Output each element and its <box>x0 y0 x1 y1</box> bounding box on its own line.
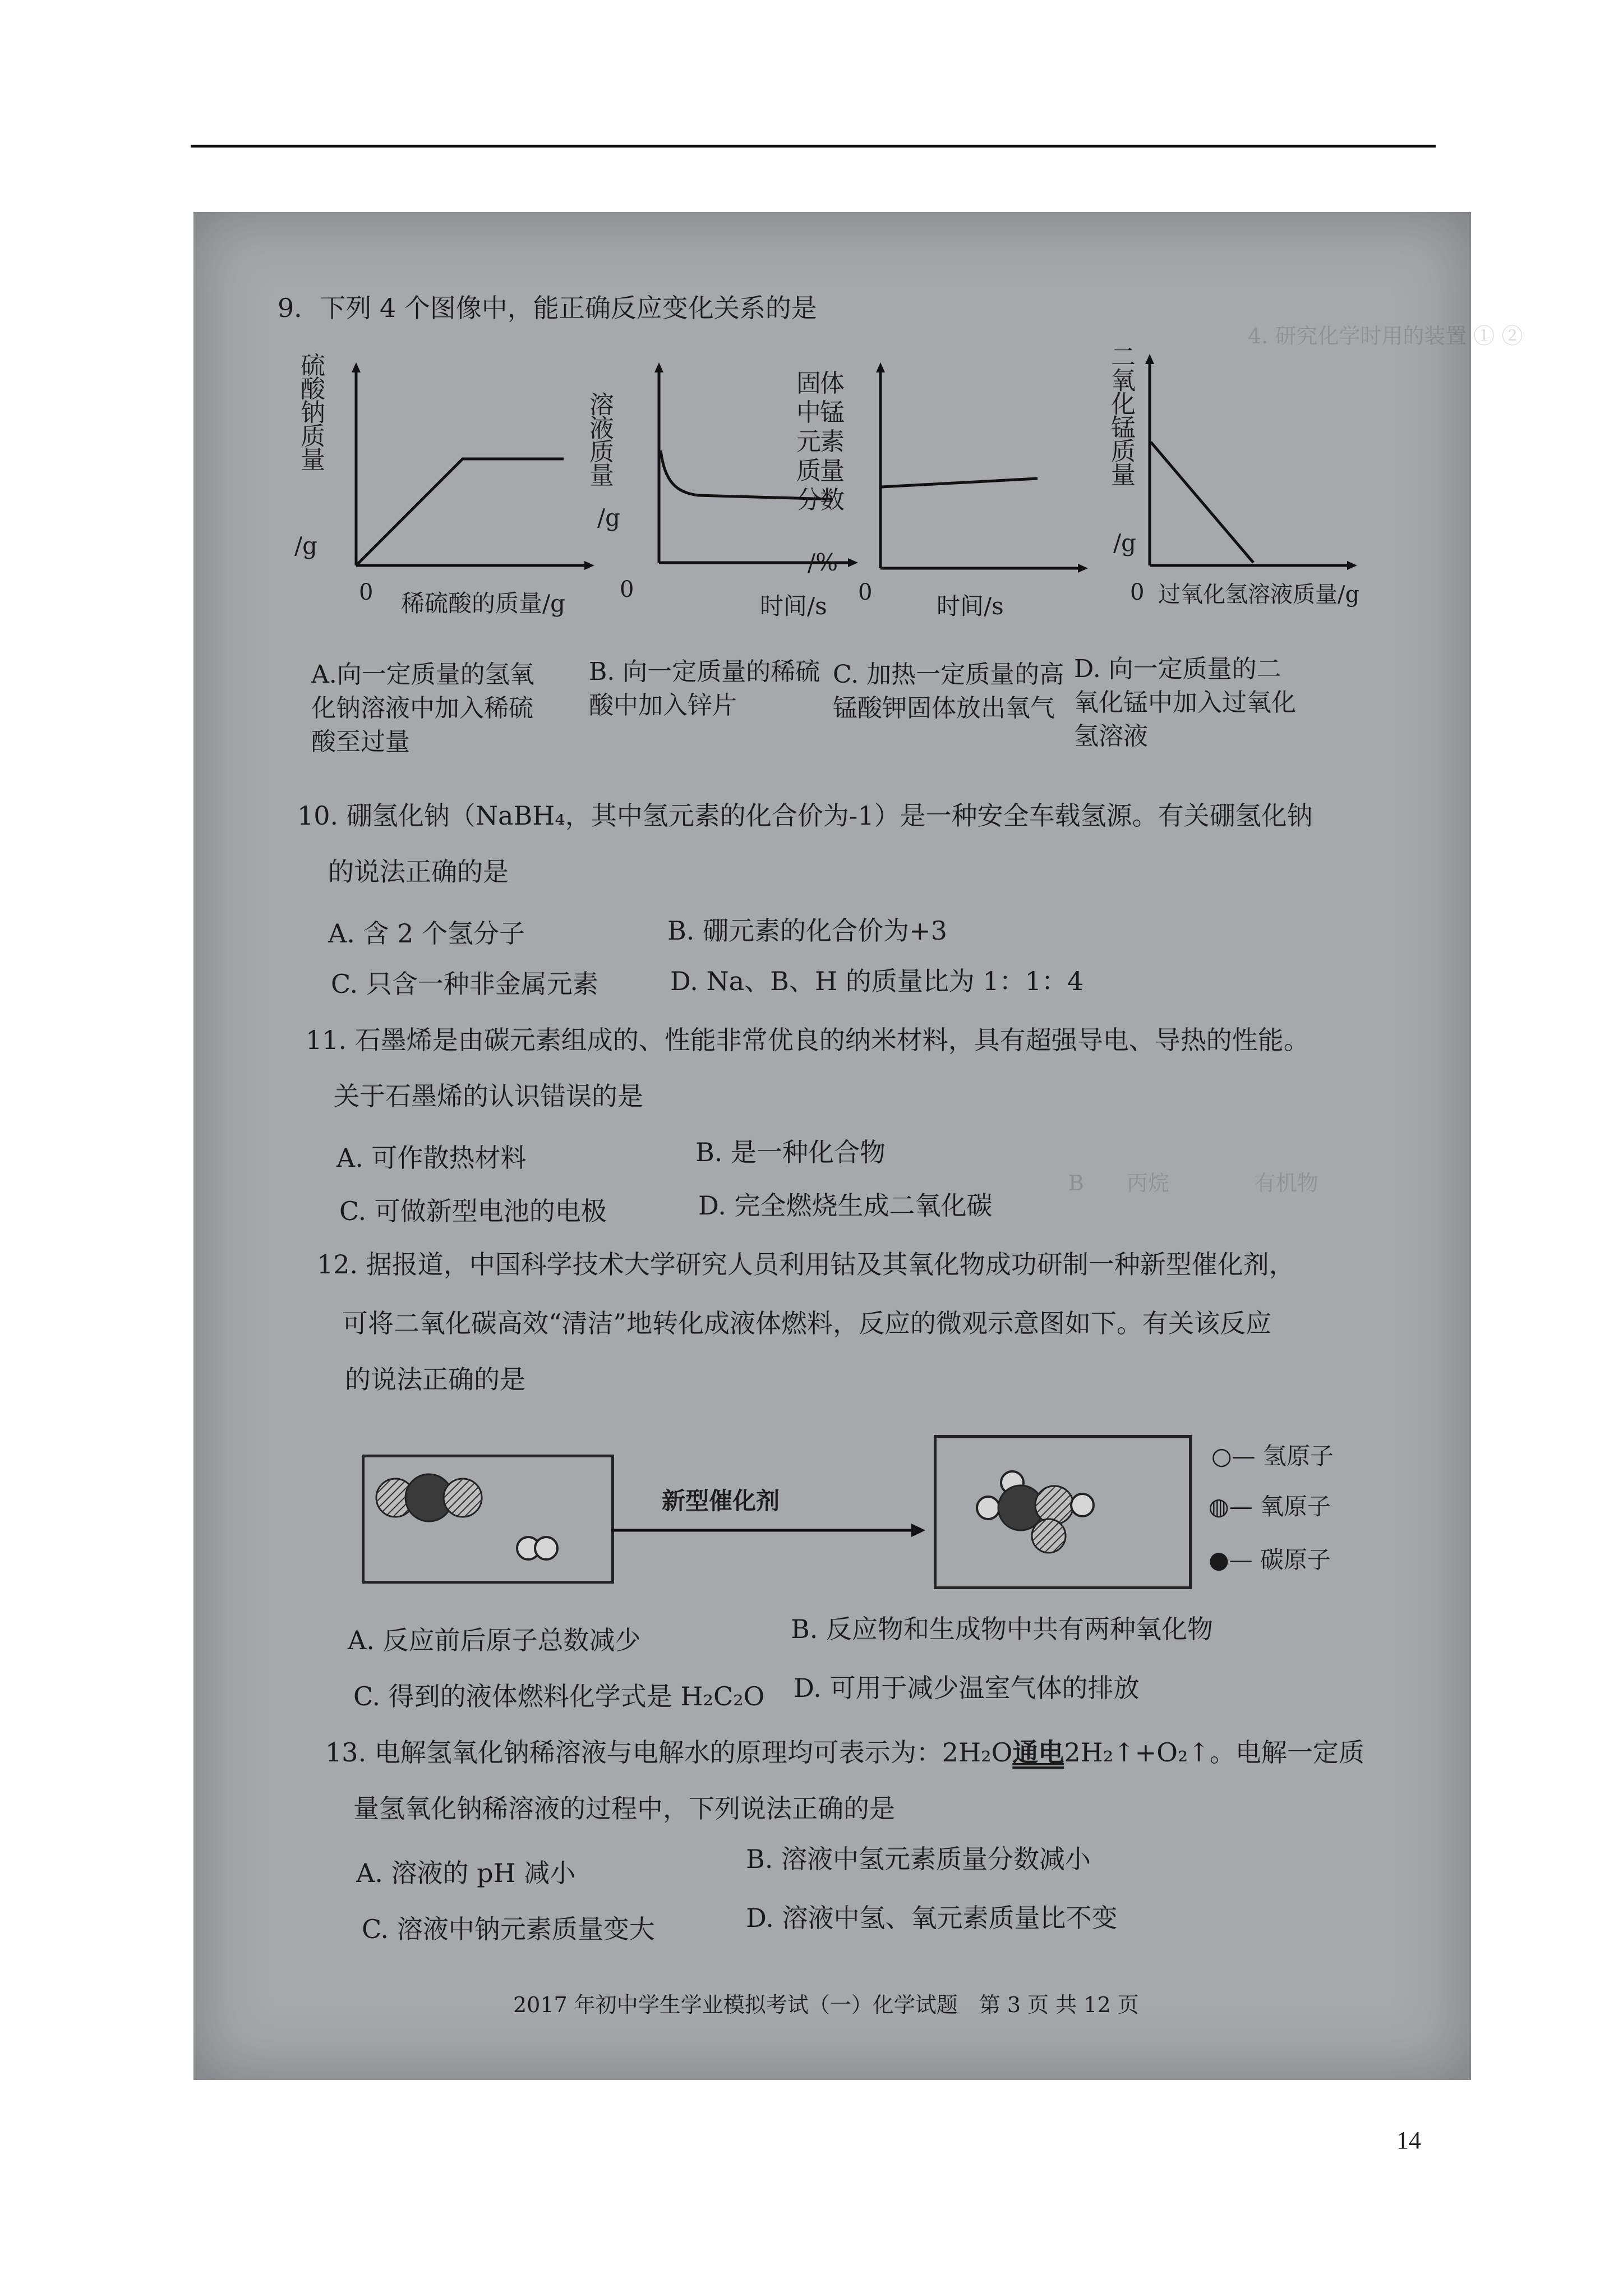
q11-option-a: A. 可作散热材料 <box>336 1143 527 1173</box>
bleed-through-text: 4. 研究化学时用的装置 ① ② <box>1248 324 1523 348</box>
graph-d-ylabel: 二氧化锰质量 <box>1106 344 1135 485</box>
q13-option-d: D. 溶液中氢、氧元素质量比不变 <box>746 1903 1118 1933</box>
q9-option-b: B. 向一定质量的稀硫酸中加入锌片 <box>589 657 820 720</box>
graph-d <box>1023 338 1371 608</box>
graph-d-yunit: /g <box>1113 529 1137 556</box>
q11-option-d: D. 完全燃烧生成二氧化碳 <box>698 1190 993 1221</box>
graph-a-xlabel: 稀硫酸的质量/g <box>401 590 566 617</box>
q12-stem-line3: 的说法正确的是 <box>345 1364 525 1395</box>
q10-option-c: C. 只含一种非金属元素 <box>331 969 598 999</box>
q10-stem-line2: 的说法正确的是 <box>328 857 509 887</box>
q13-option-b: B. 溶液中氢元素质量分数减小 <box>746 1844 1091 1874</box>
q12-option-c: C. 得到的液体燃料化学式是 H₂C₂O <box>353 1681 765 1711</box>
graph-b-ylabel: 溶液质量 <box>585 392 614 486</box>
reactants-box <box>362 1455 614 1584</box>
top-rule <box>191 145 1436 148</box>
graph-d-origin: 0 <box>1130 579 1145 605</box>
q12-option-a: A. 反应前后原子总数减少 <box>348 1625 641 1655</box>
q11-stem-line2: 关于石墨烯的认识错误的是 <box>334 1081 643 1111</box>
graph-b-yunit: /g <box>597 504 621 531</box>
product-hydrogen-atom <box>977 1497 999 1519</box>
q11-option-c: C. 可做新型电池的电极 <box>339 1196 607 1226</box>
catalyst-label: 新型催化剂 <box>662 1487 780 1515</box>
q12-stem-line2: 可将二氧化碳高效“清洁”地转化成液体燃料，反应的微观示意图如下。有关该反应 <box>342 1308 1272 1338</box>
h2-hydrogen-atom <box>535 1537 557 1559</box>
q10-stem-line1: 10. 硼氢化钠（NaBH₄，其中氢元素的化合价为-1）是一种安全车载氢源。有关硼氢化钠 <box>297 800 1313 831</box>
product-hydrogen-atom <box>1071 1494 1094 1516</box>
graph-a-axes <box>294 352 608 588</box>
q10-option-d: D. Na、B、H 的质量比为 1：1：4 <box>670 966 1084 996</box>
q13-stem-line2: 量氢氧化钠稀溶液的过程中，下列说法正确的是 <box>353 1793 895 1824</box>
legend-oxygen: ◍— 氧原子 <box>1209 1493 1331 1520</box>
graph-a <box>294 352 608 617</box>
bleed-through-text: B 丙烷 有机物 <box>1068 1171 1318 1195</box>
q9-option-c: C. 加热一定质量的高锰酸钾固体放出氧气 <box>833 660 1064 723</box>
legend-carbon: ●— 碳原子 <box>1209 1546 1331 1573</box>
q13-stem-part2: 2H₂↑+O₂↑。电解一定质 <box>1064 1737 1364 1768</box>
product-oxygen-atom <box>1032 1519 1066 1553</box>
co2-oxygen-atom <box>444 1479 482 1517</box>
q11-stem-line1: 11. 石墨烯是由碳元素组成的、性能非常优良的纳米材料，具有超强导电、导热的性能。 <box>306 1025 1310 1055</box>
product-molecule <box>937 1438 1189 1586</box>
graph-c-ylabel: 固体中锰元素质量分数 <box>796 369 843 514</box>
product-oxygen-atom <box>1035 1486 1073 1524</box>
graph-a-yunit: /g <box>294 532 318 559</box>
graph-a-origin: 0 <box>359 579 374 605</box>
q9-stem: 9．下列 4 个图像中，能正确反应变化关系的是 <box>278 293 817 323</box>
q13-reaction-condition: 通电 <box>1012 1737 1064 1768</box>
q13-stem-line1 <box>325 1729 1364 1775</box>
graph-c-origin: 0 <box>858 579 873 605</box>
graph-c-xlabel: 时间/s <box>937 592 1004 620</box>
graph-c-yunit: /% <box>808 549 838 576</box>
q13-stem-part1: 13. 电解氢氧化钠稀溶液与电解水的原理均可表示为：2H₂O <box>325 1737 1013 1768</box>
page-number: 14 <box>1396 2127 1421 2154</box>
q12-option-b: B. 反应物和生成物中共有两种氧化物 <box>791 1614 1214 1644</box>
graph-d-axes <box>1023 338 1371 588</box>
graph-b-xlabel: 时间/s <box>760 592 827 620</box>
exam-footer: 2017 年初中学生学业模拟考试（一）化学试题 第 3 页 共 12 页 <box>513 1993 1139 2017</box>
q10-option-a: A. 含 2 个氢分子 <box>328 918 525 949</box>
graph-d-xlabel: 过氧化氢溶液质量/g <box>1158 582 1360 608</box>
q13-option-a: A. 溶液的 pH 减小 <box>356 1858 576 1888</box>
q10-option-b: B. 硼元素的化合价为+3 <box>667 915 947 946</box>
q9-option-d: D. 向一定质量的二氧化锰中加入过氧化氢溶液 <box>1074 655 1296 751</box>
exam-photo <box>193 212 1523 2080</box>
q13-option-c: C. 溶液中钠元素质量变大 <box>362 1914 655 1944</box>
products-box <box>934 1435 1192 1589</box>
reactant-molecules <box>365 1457 611 1581</box>
graph-b-origin: 0 <box>620 577 634 602</box>
graph-a-ylabel: 硫酸钠质量 <box>296 352 325 470</box>
q12-option-d: D. 可用于减少温室气体的排放 <box>794 1673 1140 1703</box>
q11-option-b: B. 是一种化合物 <box>695 1137 886 1167</box>
q12-stem-line1: 12. 据报道，中国科学技术大学研究人员利用钴及其氧化物成功研制一种新型催化剂， <box>317 1249 1295 1280</box>
legend-hydrogen: ○— 氢原子 <box>1211 1442 1334 1470</box>
q9-option-a: A.向一定质量的氢氧化钠溶液中加入稀硫酸至过量 <box>311 660 534 756</box>
